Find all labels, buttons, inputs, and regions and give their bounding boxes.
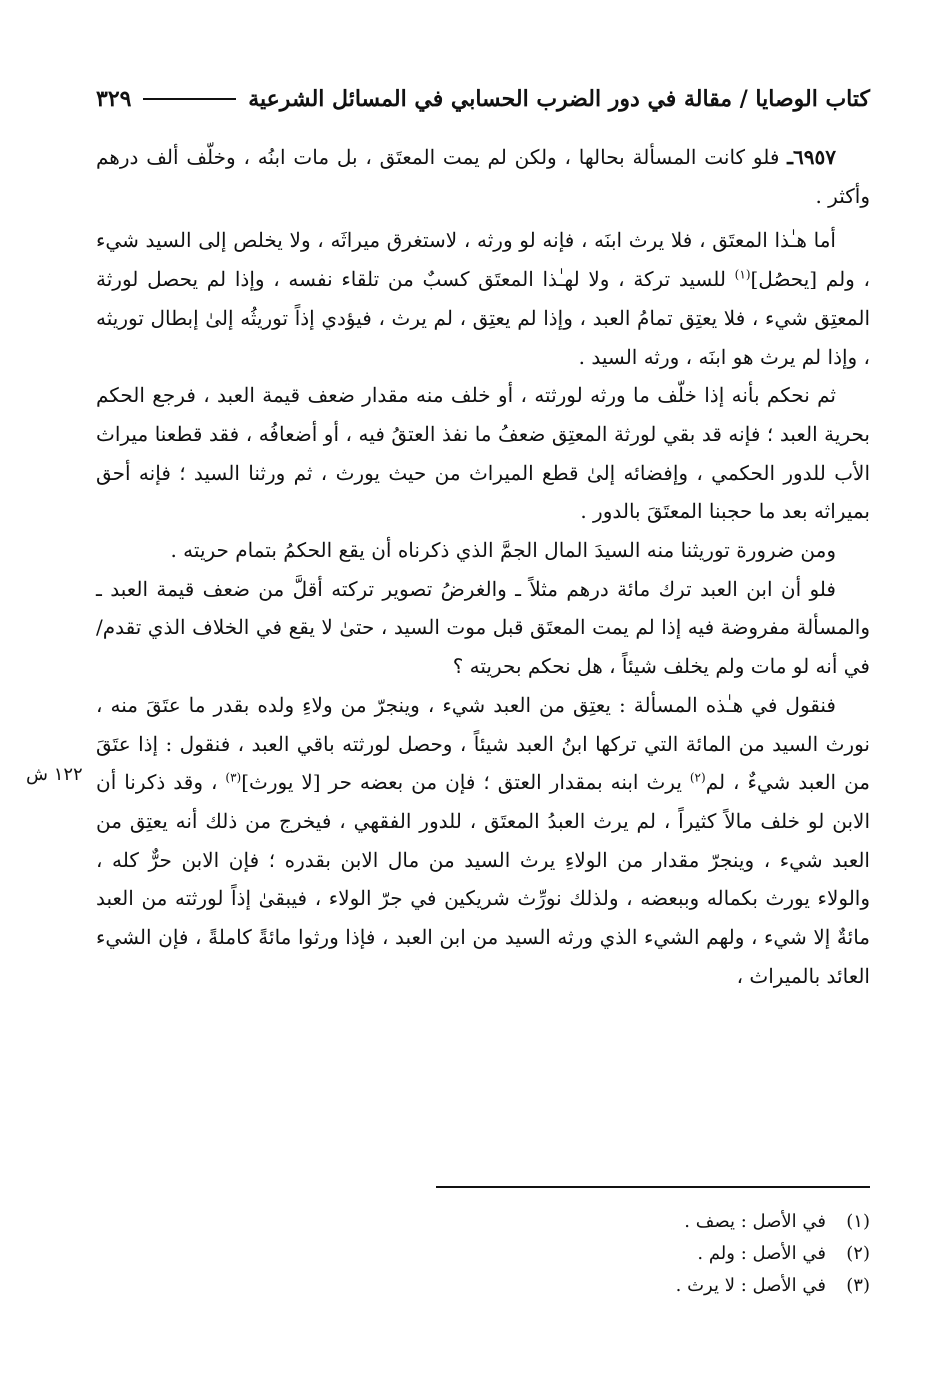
footnote-number: (١): [846, 1211, 870, 1232]
paragraph-text: أما هـٰذا المعتَق ، فلا يرث ابنَه ، فإنه لو ورثه ، لاستغرق ميراثَه ، ولا يخلص إلى السيد شيء ، ولم [يحصُل]: [96, 228, 870, 292]
paragraph-text: للسيد تركة ، ولا لهـٰذا المعتَق كسبٌ من تلقاء نفسه ، وإذا لم يحصل لورثة المعتِق شيء ، فلا يعتِق تمامُ العبد ، وإذا لم يعتِق ، لم يرث ، فيؤدي إذاً توريثُه إلىٰ إبطال توريثه ، وإذا لم يرث هو ابنَه ، ورثه السيد .: [96, 267, 871, 369]
header-title: كتاب الوصايا / مقالة في دور الضرب الحسابي في المسائل الشرعية: [248, 86, 870, 112]
paragraph: [96, 686, 870, 996]
paragraph-text: فنقول في هـٰذه المسألة : يعتِق من العبد شيء ، وينجرّ من ولاءِ ولده بقدر ما عتَقَ منه ، نورث السيد من المائة التي تركها ابنُ العبد شيئاً ، وحصل لورثته باقي العبد ، فنقول : إذا عتَقَ من العبد شيءٌ ، لم: [96, 692, 871, 795]
margin-note: ١٢٢ ش: [26, 764, 83, 785]
paragraph: ومن ضرورة توريثنا منه السيدَ المال الجمَّ الذي ذكرناه أن يقع الحكمُ بتمام حريته .: [170, 538, 836, 563]
footnote-ref-2[interactable]: (٢): [689, 770, 706, 785]
footnote-ref-3[interactable]: (٣): [225, 770, 242, 785]
footnote-text: في الأصل : يصف .: [684, 1211, 826, 1232]
paragraph-text: ، وقد ذكرنا أن الابن لو خلف مالاً كثيراً ، لم يرث العبدُ المعتَق ، للدور الفقهي ، فيخرج من ذلك أنه يعتِق من العبد شيء ، وينجرّ مقدار من الولاءِ يرث السيد من مال الابن بقدره ؛ فإن الابن حرٌّ كله ، والولاء يورث بكماله وببعضه ، ولذلك نورِّث شريكين في جرّ الولاء ، فيبقىٰ إذاً لورثته من العبد مائةٌ إلا شيء ، ولهم الشيء الذي ورثه السيد من ابن العبد ، فإذا ورثوا مائةً كاملةً ، فإن الشيء العائد بالميراث ،: [96, 770, 870, 988]
footnote-item: [436, 1270, 870, 1302]
footnote-text: في الأصل : لا يرث .: [675, 1275, 826, 1296]
paragraph: ثم نحكم بأنه إذا خلّف ما ورثه لورثته ، أو خلف منه مقدار ضعف قيمة العبد ، فرجع الحكم بحرية العبد ؛ فإنه قد بقي لورثة المعتِق ضعفُ ما نفذ العتقُ فيه ، أو أضعافُه ، فقد قطعنا ميراث الأب للدور الحكمي ، وإفضائه إلىٰ قطع الميراث من حيث يورث ، ثم ورثنا السيد ؛ فإنه أحق بميراثه بعد ما حجبنا المعتَقَ بالدور .: [96, 383, 870, 524]
footnote-item: [436, 1206, 870, 1238]
paragraph: فلو أن ابن العبد ترك مائة درهم مثلاً ـ والغرضُ تصوير تركته أقلَّ من ضعف قيمة العبد ـ والمسألة مفروضة فيه إذا لم يمت المعتَق قبل موت السيد ، حتىٰ لا يقع في الخلاف الذي تقدم/ في أنه لو مات ولم يخلف شيئاً ، هل نحكم بحريته ؟: [96, 576, 870, 679]
paragraph-6957: [96, 138, 870, 215]
header-rule: [143, 98, 236, 100]
running-header: [96, 82, 870, 116]
footnote-number: (٢): [846, 1243, 870, 1264]
footnote-text: في الأصل : ولم .: [697, 1243, 826, 1264]
footnote-separator: [436, 1186, 870, 1188]
page-number: ٣٢٩: [96, 86, 132, 112]
footnote-ref-1[interactable]: (١): [734, 267, 751, 282]
footnote-number: (٣): [846, 1275, 870, 1296]
paragraph-number: ٦٩٥٧ـ: [787, 145, 836, 169]
footnote-item: [436, 1238, 870, 1270]
footnotes: [436, 1206, 870, 1302]
paragraph: [96, 221, 870, 376]
paragraph-text: يرث ابنه بمقدار العتق ؛ فإن من بعضه حر [لا يورث]: [241, 770, 690, 795]
paragraph-text: فلو كانت المسألة بحالها ، ولكن لم يمت المعتَق ، بل مات ابنُه ، وخلّف ألف درهم وأكثر .: [96, 145, 870, 208]
main-text: [96, 138, 870, 995]
